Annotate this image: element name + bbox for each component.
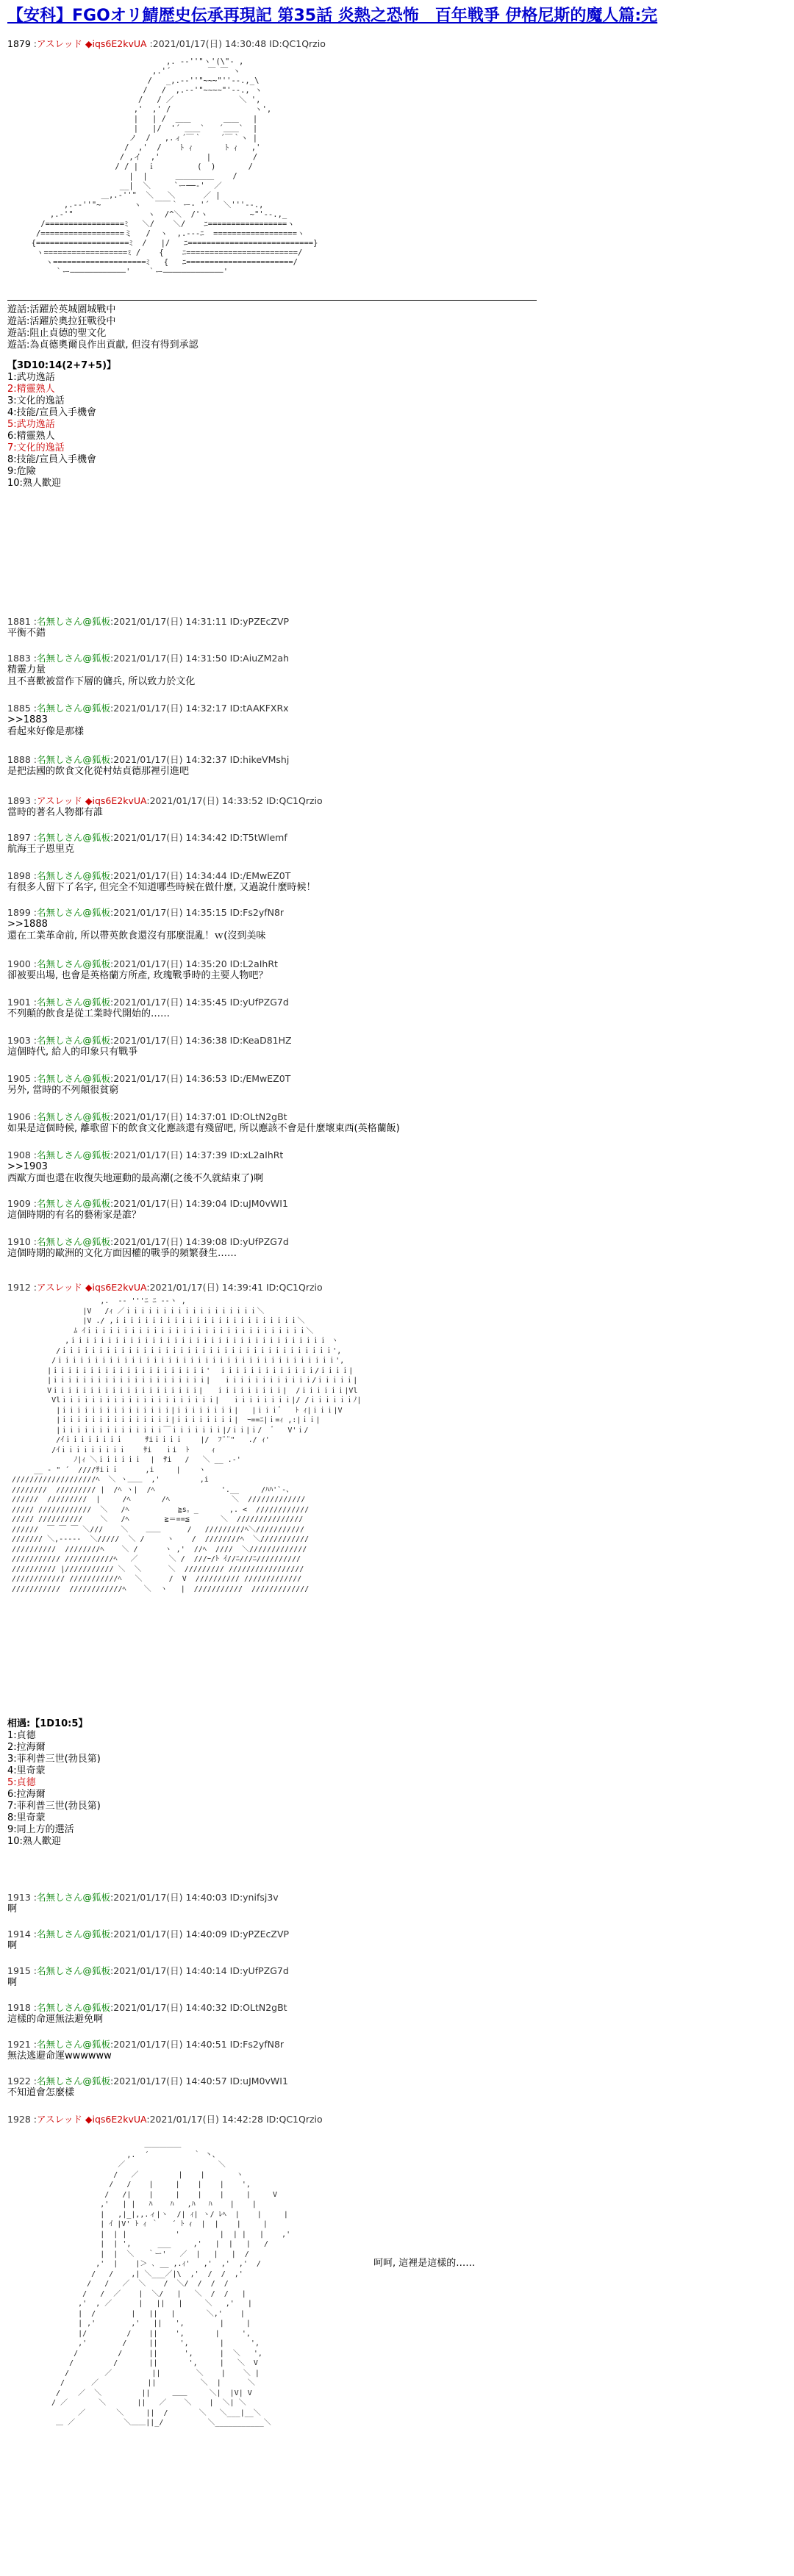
speech-text-block xyxy=(373,2258,475,2270)
list-item: 5:貞德 xyxy=(7,1777,36,1788)
list-item: 7:文化的逸話 xyxy=(7,442,65,453)
post-1898: 1898 :名無しさん@狐板:2021/01/17(日) 14:34:44 ID:/EMwEZ0T 有很多人留下了名字, 但完全不知道哪些時候在做什麼, 又過說什麼時候！ xyxy=(7,870,316,893)
post-1905: 1905 :名無しさん@狐板:2021/01/17(日) 14:36:53 ID:/EMwEZ0T 另外, 當時的不列顛很貧窮 xyxy=(7,1073,291,1096)
list-item: 9:同上方的選活 xyxy=(7,1824,74,1835)
list-item: 4:技能/宣員入手機會 xyxy=(7,407,97,418)
list-item: 7:菲利普三世(勃艮第) xyxy=(7,1801,101,1812)
post-1906: 1906 :名無しさん@狐板:2021/01/17(日) 14:37:01 ID:OLtN2gBt 如果是這個時候, 離歌留下的飲食文化應該還有殘留吧, 所以應該不會是什麼壞東西(英格蘭飯) xyxy=(7,1111,400,1134)
list-item: 9:危險 xyxy=(7,466,36,477)
list-item: 10:熟人歡迎 xyxy=(7,1836,61,1847)
post-1888: 1888 :名無しさん@狐板:2021/01/17(日) 14:32:37 ID:hikeVMshj 是把法國的飲食文化從村姑貞德那裡引進吧 xyxy=(7,754,290,777)
post-line: 遊話:活躍於英城圍城戰中 xyxy=(7,304,116,315)
post-1922: 1922 :名無しさん@狐板:2021/01/17(日) 14:40:57 ID:uJM0vWI1 不知道會怎麼樣 xyxy=(7,2075,288,2098)
list-item: 8:技能/宣員入手機會 xyxy=(7,454,97,465)
post-1910: 1910 :名無しさん@狐板:2021/01/17(日) 14:39:08 ID:yUfPZG7d 這個時期的歐洲的文化方面因權的戰爭的頻繁發生…… xyxy=(7,1236,289,1259)
post-1881: 1881 :名無しさん@狐板:2021/01/17(日) 14:31:11 ID:yPZEcZVP 平衡不錯 xyxy=(7,616,290,639)
post-1883: 1883 :名無しさん@狐板:2021/01/17(日) 14:31:50 ID:AiuZM2ah 精靈力量 且不喜歡被當作下層的傭兵, 所以致力於文化 xyxy=(7,653,289,687)
post-1908: 1908 :名無しさん@狐板:2021/01/17(日) 14:37:39 ID:xL2aIhRt >>1903 西歐方面也還在收復失地運動的最高潮(之後不久就結束了)啊 xyxy=(7,1149,284,1184)
post-1912-body xyxy=(7,1718,101,1848)
list-item: 3:文化的逸話 xyxy=(7,395,65,406)
list-item: 5:武功逸話 xyxy=(7,419,55,430)
list-item: 1:貞德 xyxy=(7,1730,36,1741)
ascii-art-figure-1: ,. -‐''"ヽ'(\"‐ , ,.'´ ￣ ￣ ヽ / _,.-‐''"~~~"''‐-.,_\ / / ,.-‐'"~~~~"'‐-., ヽ / / ／ ＼ ', ,' ,' / ヽ', | | / ＿＿ ＿＿ | | |/ '´ ＿＿` ´＿＿` | ノ / ,.ィ´￣｀ ´￣｀ヽ | / ,' / ﾄ ｨ ﾄ ｨ ,' / ,イ ,' | / / / | ｉ ( ) / | | ＿＿＿＿＿ / __| ＼ `ー──‐' ／ ＿,.-''" ＼ ＼ ／ | ,.-‐''"~ ヽ ￣￣｀ ー‐ '´ ＼'''‐-., ,.-'" ヽ /^＼ /'ヽ ~"'‐-.,_ /=================ﾐ ＼/ ＼/ ﾆ=================ヽ /==================ミ / ヽ ,.--‐ﾆ ==================ヽ {====================ﾐ / |/ ﾆ===========================} ヽ==================ﾐ / { ﾆ========================/ ヽ====================ﾐ { ﾆ=======================/ ｀ー――――――――――――' ｀ー―――――――――――――' xyxy=(31,57,318,276)
list-item: 2:精靈熟人 xyxy=(7,384,55,395)
post-line: 遊話:活躍於奧拉狂戰役中 xyxy=(7,316,116,327)
dice-roll: 相遇:【1D10:5】 xyxy=(7,1718,88,1729)
post-1893: 1893 :アスレッド ◆iqs6E2kvUA:2021/01/17(日) 14:33:52 ID:QC1Qrzio 當時的著名人物都有誰 xyxy=(7,795,323,818)
list-item: 6:拉海爾 xyxy=(7,1789,46,1800)
post-line: 遊話:為貞德奧爾良作出貢獻, 但沒有得到承認 xyxy=(7,340,198,351)
dice-roll: 【3D10:14(2+7+5)】 xyxy=(7,360,117,371)
list-item: 4:里奇蒙 xyxy=(7,1765,46,1776)
post-1879-body xyxy=(7,304,198,489)
post-1899: 1899 :名無しさん@狐板:2021/01/17(日) 14:35:15 ID:Fs2yfN8r >>1888 還在工業革命前, 所以帶英飲食還沒有那麼混亂！ｗ(沒到美味 xyxy=(7,907,285,941)
post-1912: 1912 :アスレッド ◆iqs6E2kvUA:2021/01/17(日) 14:39:41 ID:QC1Qrzio xyxy=(7,1282,323,1293)
post-1885: 1885 :名無しさん@狐板:2021/01/17(日) 14:32:17 ID:tAAKFXRx >>1883 看起來好像是那樣 xyxy=(7,703,289,737)
speech-line: 呵呵, 這裡是這樣的…… xyxy=(373,2258,476,2269)
list-item: 6:精靈熟人 xyxy=(7,431,55,442)
list-item: 2:拉海爾 xyxy=(7,1742,46,1753)
post-1900: 1900 :名無しさん@狐板:2021/01/17(日) 14:35:20 ID:L2aIhRt 卻被要出場, 也會是英格蘭方所產, 玫瑰戰爭時的主要人物吧？ xyxy=(7,958,278,981)
list-item: 3:菲利普三世(勃艮第) xyxy=(7,1754,101,1765)
list-item: 8:里奇蒙 xyxy=(7,1812,46,1823)
post-1909: 1909 :名無しさん@狐板:2021/01/17(日) 14:39:04 ID:uJM0vWI1 這個時期的有名的藝術家是誰？ xyxy=(7,1198,288,1221)
post-1903: 1903 :名無しさん@狐板:2021/01/17(日) 14:36:38 ID:KeaD81HZ 這個時代, 給人的印象只有戰爭 xyxy=(7,1035,292,1058)
post-1918: 1918 :名無しさん@狐板:2021/01/17(日) 14:40:32 ID:OLtN2gBt 這樣的命運無法避免啊 xyxy=(7,2002,287,2025)
thread-title[interactable]: 【安科】FGOオリ鯖歴史伝承再現記 第35話 炎熱之恐怖 百年戦爭 伊格尼斯的魔人篇:完 xyxy=(7,7,658,25)
post-1915: 1915 :名無しさん@狐板:2021/01/17(日) 14:40:14 ID:yUfPZG7d 啊 xyxy=(7,1965,289,1988)
post-1921: 1921 :名無しさん@狐板:2021/01/17(日) 14:40:51 ID:Fs2yfN8r 無法逃避命運wwwwww xyxy=(7,2039,285,2062)
divider xyxy=(7,300,537,301)
list-item: 1:武功逸話 xyxy=(7,372,55,383)
post-1914: 1914 :名無しさん@狐板:2021/01/17(日) 14:40:09 ID:yPZEcZVP 啊 xyxy=(7,1929,290,1951)
ascii-art-figure-3: ＿＿＿＿＿ ,. ´ ｀ 丶、 ／ ＼ / ／ | | ヽ / / | | | | ', / /| | | | | | V ,' | | ﾊ ﾊ ,ﾊ ﾊ | | | ,|_|,,.ィ|ヽ /| ｨ| ヽ/ ﾚﾍ | | | | ｲ |V' ﾄ ｨ ｀ ´ ﾄ ｨ | | | | | | | ' | | | | ,' | | ', ___ ,' | | | / | | ＼ ｀ー' ／ | | | / ,' | |＞ ､ __ ,.ｨ' ,' ,' ,' / / / ,| ＼___／|\ ,' / / ,' / / ／ ＼ / ＼/ / / / / / ／ | ＼/ | ＼ / / | ,' , ／ | || | ＼ ,' | | / | || | ＼,' | | ,' ,' || ', | | |/ / || ', | ', ,' / || ', | ', / / || ', | ＼ ', / / || ', | ＼ V / ／ || ＼ | ＼ | / ／ || ＼ | ＼ / ／ ＼ || ＿＿ ＼| |V| V / ／ ＼ || ／ ＼ | ＼| ＼ ／ ＼ || / ＼ ＼___|__＼ ＿ ／ ＼＿＿||_/ ＼___________＼ xyxy=(51,2141,291,2427)
post-1879 xyxy=(7,38,326,50)
post-1901: 1901 :名無しさん@狐板:2021/01/17(日) 14:35:45 ID:yUfPZG7d 不列顛的飲食是從工業時代開始的…… xyxy=(7,997,289,1019)
post-1913: 1913 :名無しさん@狐板:2021/01/17(日) 14:40:03 ID:ynifsj3v 啊 xyxy=(7,1892,279,1915)
post-header: 1879 :アスレッド ◆iqs6E2kvUA :2021/01/17(日) 14:30:48 ID:QC1Qrzio xyxy=(7,38,326,49)
post-1897: 1897 :名無しさん@狐板:2021/01/17(日) 14:34:42 ID:T5tWlemf 航海王子恩里克 xyxy=(7,832,287,855)
ascii-art-figure-2: ,. -‐ '''ﾆ ﾆ ‐-ヽ , |V /ｨ ／ｉｉｉｉｉｉｉｉｉｉｉｉｉｉｉｉｉｉ＼ |V ./ ,ｉｉｉｉｉｉｉｉｉｉｉｉｉｉｉｉｉｉｉｉｉｉｉｉｉ＼ ﾑ ｲｉｉｉｉｉｉｉｉｉｉｉｉｉｉｉｉｉｉｉｉｉｉｉｉｉｉｉｉｉｉ＼ ,ｉｉｉｉｉｉｉｉｉｉｉｉｉｉｉｉｉｉｉｉｉｉｉｉｉｉｉｉｉｉｉｉｉｉｉ ヽ /ｉｉｉｉｉｉｉｉｉｉｉｉｉｉｉｉｉｉｉｉｉｉｉｉｉｉｉｉｉｉｉｉｉｉｉｉｉ', /ｉｉｉｉｉｉｉｉｉｉｉｉｉｉｉｉｉｉｉｉｉｉｉｉｉｉｉｉｉｉｉｉｉｉｉｉｉｉ', |ｉｉｉｉｉｉｉｉｉｉｉｉｉｉｉｉｉｉｉｉｉ' ｉｉｉｉｉｉｉｉｉｉｉｉｉ/ｉｉｉｉ| |ｉｉｉｉｉｉｉｉｉｉｉｉｉｉｉｉｉｉｉｉｉ| ｉｉｉｉｉｉｉｉｉｉｉｉ/ｉｉｉｉｉ| Vｉｉｉｉｉｉｉｉｉｉｉｉｉｉｉｉｉｉｉｉ| ｉｉｉｉｉｉｉｉｉ| /ｉｉｉｉｉｉ|Vl Vlｉｉｉｉｉｉｉｉｉｉｉｉｉｉｉｉｉｉｉｉｉ| ｉｉｉｉｉｉｉｉ|/ /ｉｉｉｉｉｉﾉ| |ｉｉｉｉｉｉｉｉｉｉｉｉｉｉｉ|ｉｉｉｉｉｉｉｉ| |ｉｉｉﾞ ﾄ ｨ|ｉｉｉ|V |ｉｉｉｉｉｉｉｉｉｉｉｉｉｉｉ|ｉｉｉｉｉｉｉｉ| ｰ==ﾆ|ｉ=ｨ ,:|ｉｉ| |ｉｉｉｉｉｉｉｉｉｉｉｉｉｉ￣ｉｉｉｉｉｉｉ|/ｉｉ|ｉ/ ﾞ V'ｉ/ /ｲｉｉｉｉｉｉｉｉ ｻiｉｉｉｉ |/ ﾌ¨¨" ./ ｨ' /ｲｉｉｉｉｉｉｉｉｉ ｻi ｉi ﾄ ｨ ﾉ|ｨ ＼ｉｉｉｉｉｉ | ｻi / ＼ __ .-' __ - " ´ ////ｻiｉｉ ,i | ヽ ///////////////////ﾍ ＼ ヽ＿＿ ,' ,i //////// ///////// | /ﾍ ヽ| /ﾍ '.__ /ﾊﾊ'`‐、 ////// ///////// | /ﾍ /ﾍ ＼ ///////////// ///// //////////// ＼ /ﾍ ≧s。_ ,. < //////////// ///// ////////// ＼ /ﾍ ≧＝==≦ ＼ /////////////// ////// ￣ ￣ ￣ ＼/// ＼ ＿＿ / /////////ﾍ＼/////////// /////// ＼,----- ＼///// ＼ / ヽ / ////////ﾍ ＼/////////// ////////// ////////ﾍ ＼ / ヽ ,' //ﾍ //// ＼///////////// /////////// ///////////ﾍ ／ ＼ / ///ｰ/ﾄ ｲ//ﾆ///ﾆ////////// ////////// |/////////// ＼ ＼ ＼ ///////// ///////////////// //////////// ///////////ﾍ ＼ / V ////////// ///////////// /////////// ////////////ﾍ ＼ ヽ | /////////// ///////////// xyxy=(12,1297,362,1593)
list-item: 10:熟人歡迎 xyxy=(7,478,61,489)
post-1928: 1928 :アスレッド ◆iqs6E2kvUA:2021/01/17(日) 14:42:28 ID:QC1Qrzio xyxy=(7,2114,323,2125)
post-line: 遊話:阻止貞德的聖文化 xyxy=(7,328,107,339)
